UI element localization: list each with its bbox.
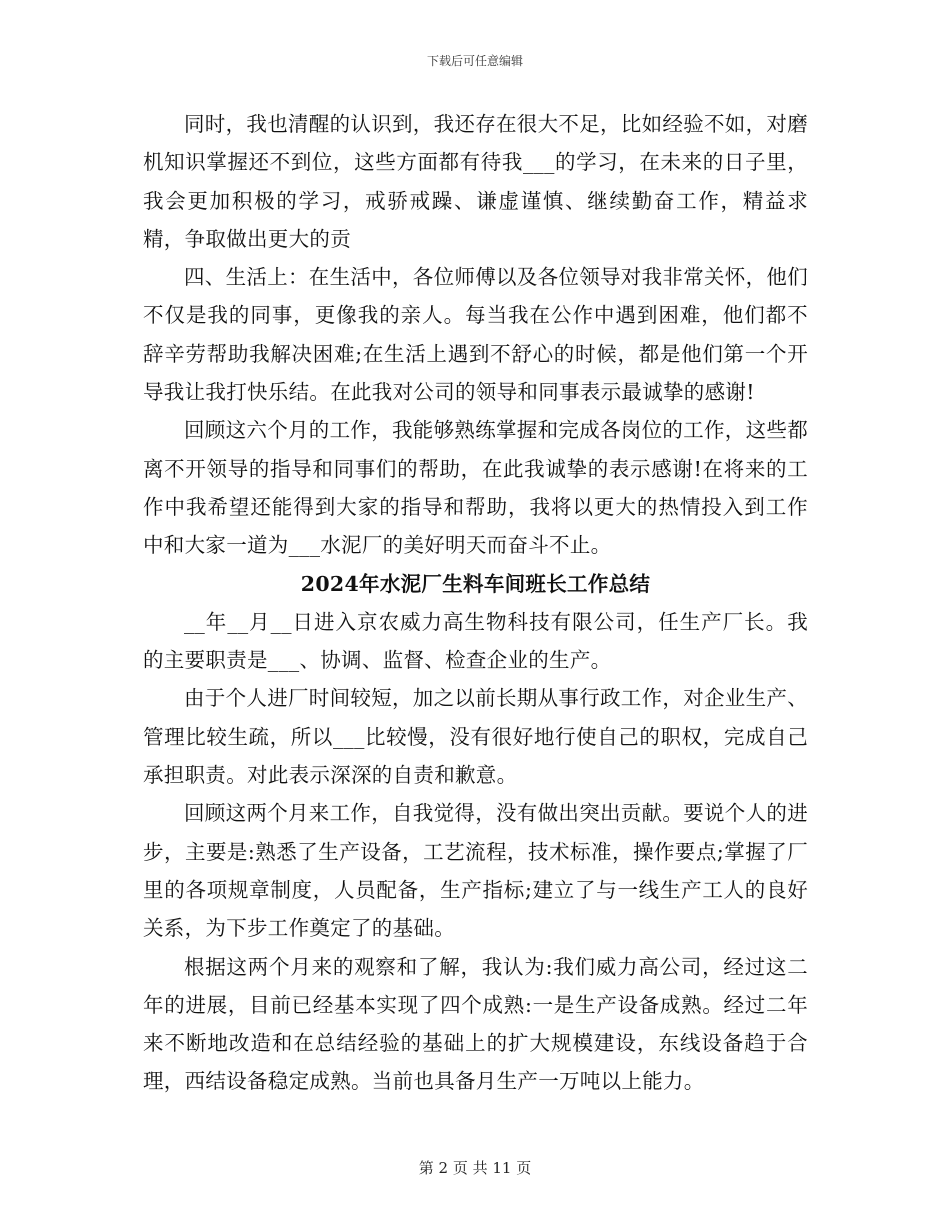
paragraph: __年__月__日进入京农威力高生物科技有限公司，任生产厂长。我的主要职责是___、协调、监督、检查企业的生产。 [143, 609, 808, 673]
page-number: 第 2 页 共 11 页 [418, 1159, 532, 1177]
document-body [143, 105, 808, 1101]
paragraph: 四、生活上：在生活中，各位师傅以及各位领导对我非常关怀，他们不仅是我的同事，更像我的亲人。每当我在公作中遇到困难，他们都不辞辛劳帮助我解决困难;在生活上遇到不舒心的时候，都是他们第一个开导我让我打快乐结。在此我对公司的领导和同事表示最诚挚的感谢! [143, 265, 808, 405]
header-note: 下载后可任意编辑 [426, 54, 523, 68]
paragraph: 回顾这两个月来工作，自我觉得，没有做出突出贡献。要说个人的进步，主要是:熟悉了生产设备，工艺流程，技术标准，操作要点;掌握了厂里的各项规章制度，人员配备，生产指标;建立了与一线生产工人的良好关系，为下步工作奠定了的基础。 [143, 801, 808, 941]
section-title: 2024年水泥厂生料车间班长工作总结 [300, 571, 651, 596]
paragraph: 根据这两个月来的观察和了解，我认为:我们威力高公司，经过这二年的进展，目前已经基本实现了四个成熟:一是生产设备成熟。经过二年来不断地改造和在总结经验的基础上的扩大规模建设，东线设备趋于合理，西结设备稳定成熟。当前也具备月生产一万吨以上能力。 [143, 954, 808, 1094]
paragraph: 同时，我也清醒的认识到，我还存在很大不足，比如经验不如，对磨机知识掌握还不到位，这些方面都有待我___的学习，在未来的日子里，我会更加积极的学习，戒骄戒躁、谦虚谨慎、继续勤奋工作，精益求精，争取做出更大的贡 [143, 112, 808, 251]
paragraph: 由于个人进厂时间较短，加之以前长期从事行政工作，对企业生产、管理比较生疏，所以___比较慢，没有很好地行使自己的职权，完成自己承担职责。对此表示深深的自责和歉意。 [143, 686, 808, 788]
paragraph: 回顾这六个月的工作，我能够熟练掌握和完成各岗位的工作，这些都离不开领导的指导和同事们的帮助，在此我诚挚的表示感谢!在将来的工作中我希望还能得到大家的指导和帮助，我将以更大的热情投入到工作中和大家一道为___水泥厂的美好明天而奋斗不止。 [143, 418, 808, 558]
